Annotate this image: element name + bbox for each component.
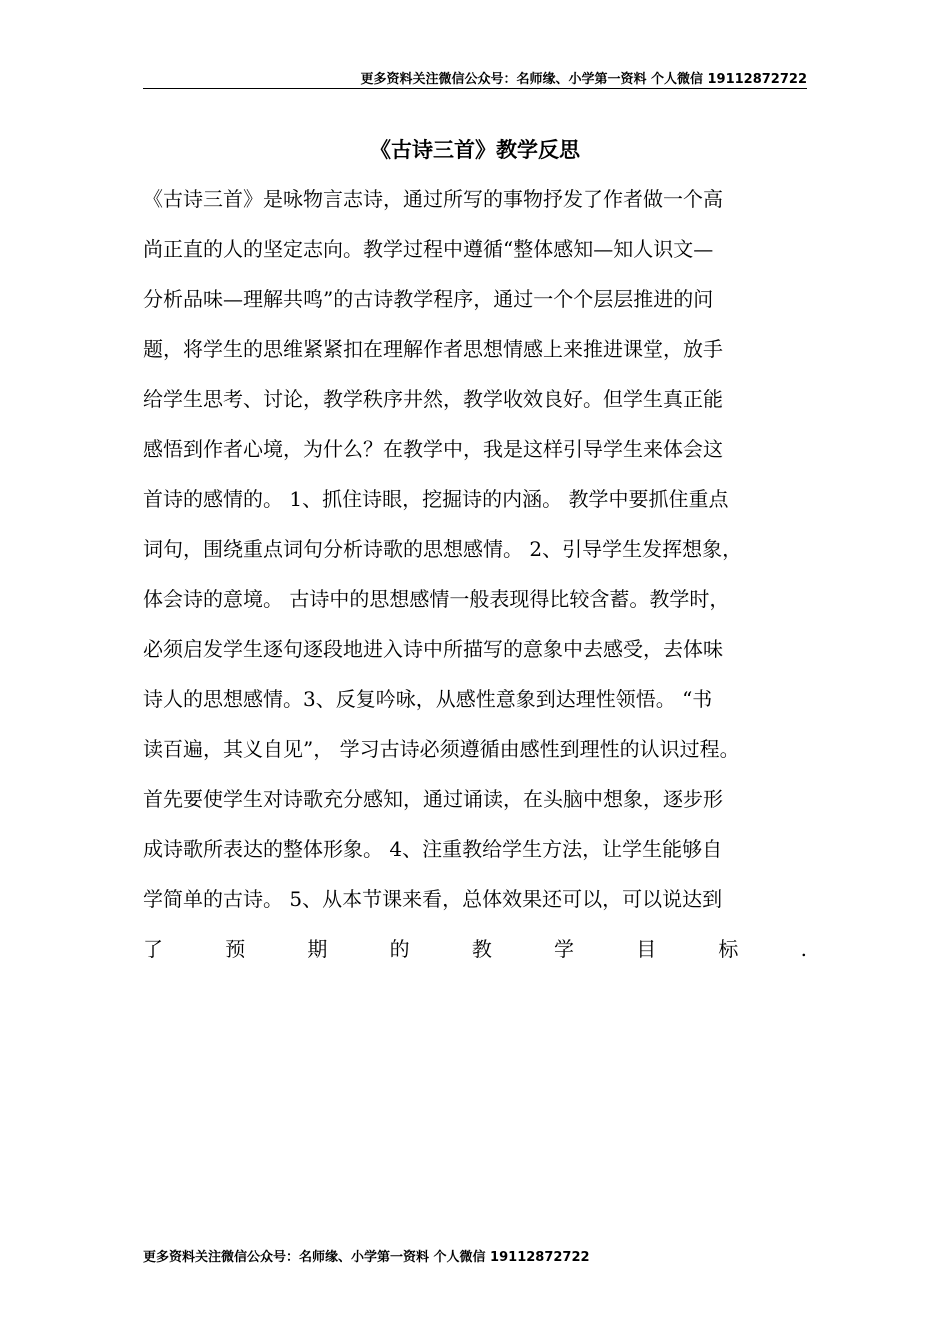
body-line: 词句，围绕重点词句分析诗歌的思想感情。 2、引导学生发挥想象，	[143, 537, 743, 561]
last-line-char: 预	[225, 937, 246, 961]
body-line: 成诗歌所表达的整体形象。 4、注重教给学生方法，让学生能够自	[143, 837, 723, 861]
document-title: 《古诗三首》教学反思	[370, 138, 580, 162]
body-line: 首诗的感情的。 1、抓住诗眼，挖掘诗的内涵。 教学中要抓住重点	[143, 487, 729, 511]
body-line: 尚正直的人的坚定志向。教学过程中遵循“整体感知—知人识文—	[143, 237, 714, 261]
body-line: 题，将学生的思维紧紧扣在理解作者思想情感上来推进课堂，放手	[143, 337, 723, 361]
body-line: 学简单的古诗。 5、从本节课来看，总体效果还可以，可以说达到	[143, 887, 723, 911]
last-line-char: 期	[307, 937, 328, 961]
body-line: 首先要使学生对诗歌充分感知，通过诵读，在头脑中想象，逐步形	[143, 787, 723, 811]
page-header	[143, 66, 807, 89]
header-text: 更多资料关注微信公众号：名师缘、小学第一资料 个人微信 19112872722	[360, 72, 807, 87]
last-line-char: .	[800, 937, 807, 961]
document-body	[143, 183, 813, 983]
body-line: 体会诗的意境。 古诗中的思想感情一般表现得比较含蓄。教学时，	[143, 587, 730, 611]
body-line: 分析品味—理解共鸣”的古诗教学程序，通过一个个层层推进的问	[143, 287, 714, 311]
body-last-line	[143, 933, 807, 983]
last-line-char: 学	[554, 937, 575, 961]
last-line-char: 了	[143, 937, 163, 961]
last-line-char: 标	[718, 937, 739, 961]
body-line: 诗人的思想感情。3、反复吟咏，从感性意象到达理性领悟。 “书	[143, 687, 713, 711]
page-footer: 更多资料关注微信公众号：名师缘、小学第一资料 个人微信 19112872722	[143, 1250, 590, 1265]
body-line: 给学生思考、讨论，教学秩序井然，教学收效良好。但学生真正能	[143, 387, 723, 411]
body-line: 读百遍，其义自见”， 学习古诗必须遵循由感性到理性的认识过程。	[143, 737, 740, 761]
last-line-char: 的	[389, 937, 410, 961]
body-line: 感悟到作者心境，为什么？在教学中，我是这样引导学生来体会这	[143, 437, 723, 461]
last-line-char: 教	[471, 937, 492, 961]
body-line: 必须启发学生逐句逐段地进入诗中所描写的意象中去感受，去体味	[143, 637, 723, 661]
last-line-char: 目	[636, 937, 657, 961]
body-line: 《古诗三首》是咏物言志诗，通过所写的事物抒发了作者做一个高	[143, 187, 723, 211]
